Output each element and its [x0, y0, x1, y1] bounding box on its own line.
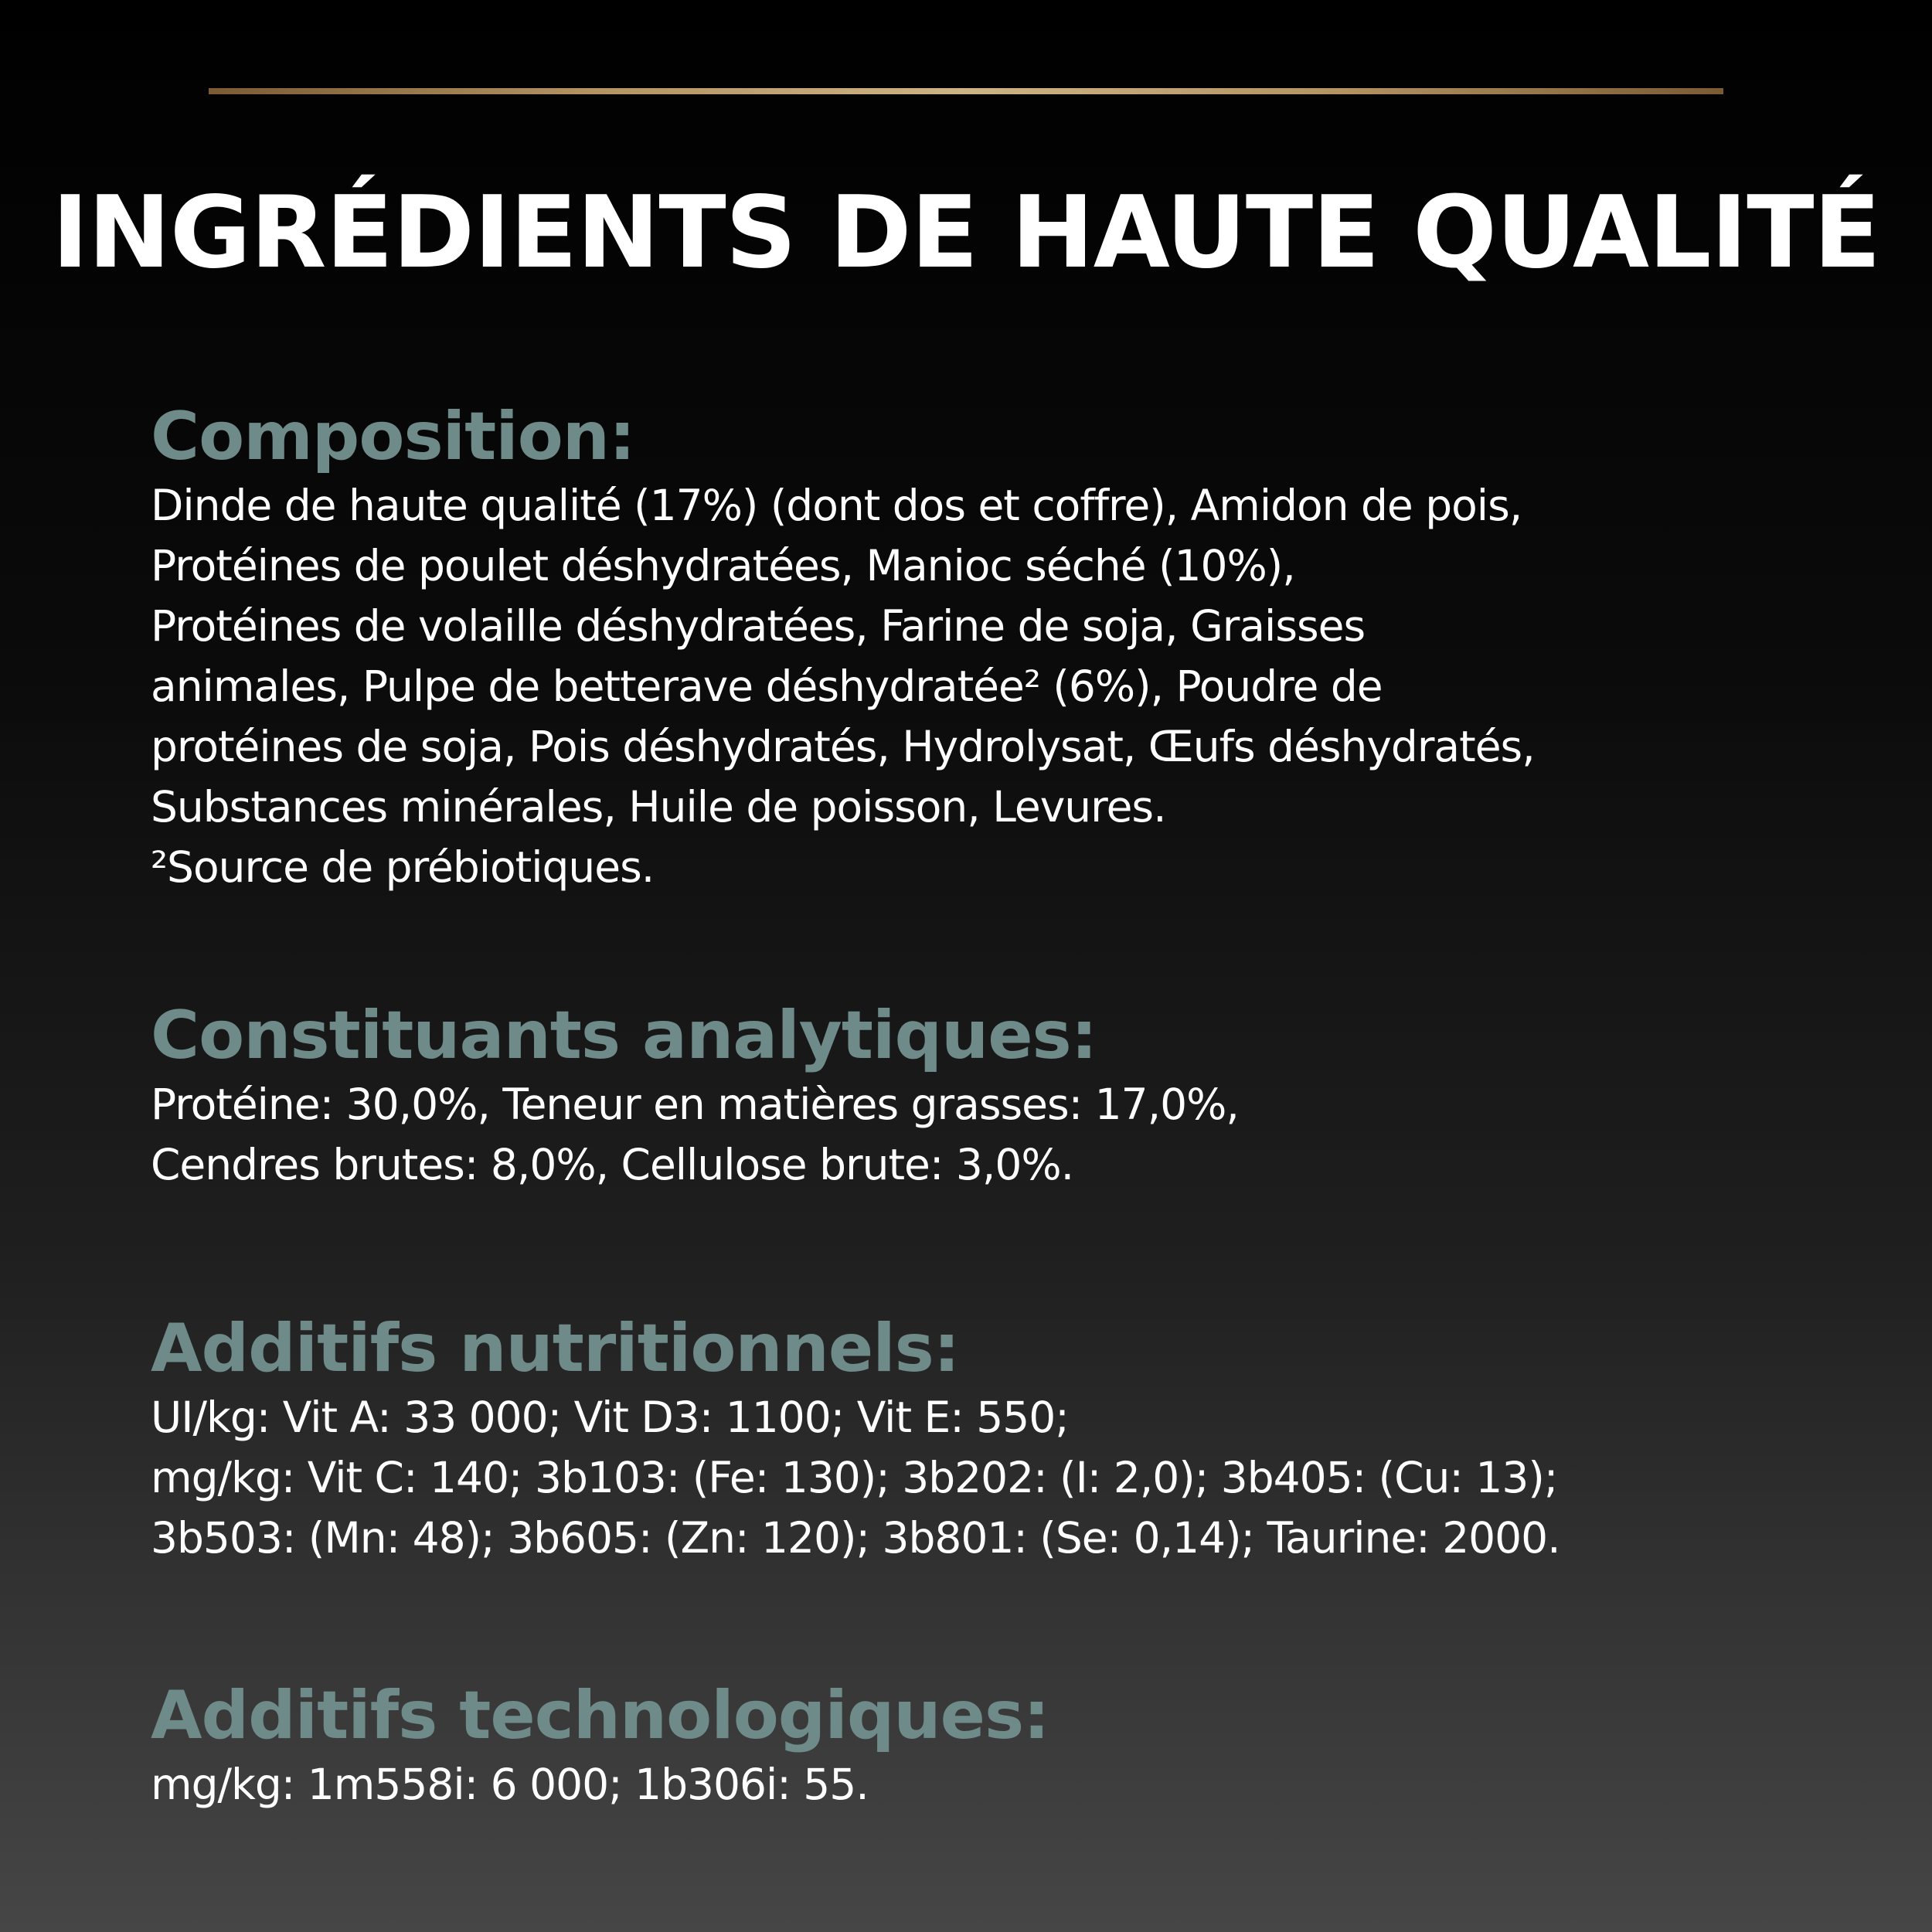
text-line: protéines de soja, Pois déshydratés, Hydrolysat, Œufs déshydratés,: [151, 722, 1535, 771]
section-additifs-technologiques: [151, 1677, 1812, 1815]
section-additifs-nutritionnels: [151, 1310, 1812, 1568]
section-composition: [151, 398, 1812, 897]
gold-divider: [209, 88, 1723, 94]
section-constituants-analytiques: [151, 997, 1812, 1195]
page-title: INGRÉDIENTS DE HAUTE QUALITÉ: [52, 175, 1880, 291]
text-line: Dinde de haute qualité (17%) (dont dos et coffre), Amidon de pois,: [151, 481, 1522, 530]
text-line: 3b503: (Mn: 48); 3b605: (Zn: 120); 3b801: (Se: 0,14); Taurine: 2000.: [151, 1513, 1560, 1563]
text-line: mg/kg: Vit C: 140; 3b103: (Fe: 130); 3b202: (I: 2,0); 3b405: (Cu: 13);: [151, 1453, 1558, 1502]
text-line: UI/kg: Vit A: 33 000; Vit D3: 1100; Vit E: 550;: [151, 1393, 1069, 1442]
section-heading: Constituants analytiques:: [151, 997, 1097, 1074]
text-line: animales, Pulpe de betterave déshydratée² (6%), Poudre de: [151, 662, 1383, 711]
section-heading: Additifs technologiques:: [151, 1677, 1049, 1754]
section-heading: Composition:: [151, 398, 635, 475]
text-line: Cendres brutes: 8,0%, Cellulose brute: 3,0%.: [151, 1140, 1074, 1189]
text-line: Protéines de volaille déshydratées, Farine de soja, Graisses: [151, 601, 1366, 651]
text-line: Protéine: 30,0%, Teneur en matières grasses: 17,0%,: [151, 1080, 1239, 1129]
footnote: ²Source de prébiotiques.: [151, 842, 655, 892]
text-line: Substances minérales, Huile de poisson, Levures.: [151, 782, 1166, 832]
text-line: mg/kg: 1m558i: 6 000; 1b306i: 55.: [151, 1760, 869, 1809]
text-line: Protéines de poulet déshydratées, Manioc séché (10%),: [151, 541, 1295, 590]
section-heading: Additifs nutritionnels:: [151, 1310, 960, 1387]
